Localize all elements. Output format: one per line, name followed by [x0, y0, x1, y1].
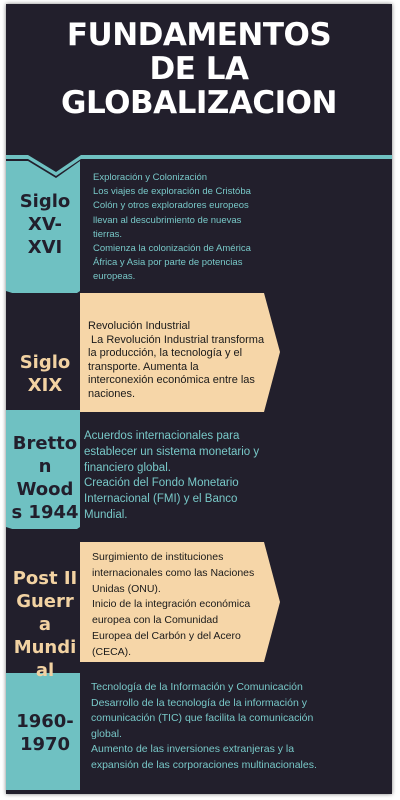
- description-line: europeas.: [93, 271, 136, 283]
- description-line: (CECA).: [92, 645, 132, 658]
- description-line: naciones.: [88, 387, 136, 400]
- description-line: Aumento de las inversiones extranjeras y la: [91, 743, 295, 756]
- title-line: GLOBALIZACION: [61, 85, 337, 121]
- era-label: Siglo XIX: [19, 352, 71, 396]
- description-line: llevan al descubrimiento de nuevas: [93, 214, 242, 226]
- description-line: transporte. Aumenta la: [88, 360, 199, 373]
- era-description: [93, 171, 251, 285]
- title-line: DE LA: [149, 51, 249, 87]
- description-line: la producción, la tecnología y el: [88, 347, 243, 360]
- description-line: global.: [91, 727, 122, 740]
- description-line: establecer un sistema monetario y: [84, 445, 260, 458]
- description-line: Europea del Carbón y del Acero: [92, 629, 241, 642]
- era-description: [92, 550, 254, 661]
- description-line: Inicio de la integración económica: [92, 598, 251, 611]
- description-line: Exploración y Colonización: [93, 172, 208, 183]
- description-line: comunicación (TIC) que facilita la comunicación: [91, 712, 314, 725]
- description-line: Comienza la colonización de América: [93, 243, 251, 255]
- description-line: Unidas (ONU).: [92, 582, 161, 595]
- description-line: Los viajes de exploración de Cristóba: [93, 186, 251, 198]
- description-line: Revolución Industrial: [88, 320, 191, 332]
- description-line: Colón y otros exploradores europeos: [93, 200, 249, 212]
- description-line: Internacional (FMI) y el Banco: [84, 493, 238, 506]
- description-line: tierras.: [93, 228, 123, 240]
- infographic: [6, 4, 392, 794]
- page-title: [6, 18, 392, 120]
- description-line: África y Asia por parte de potencias: [93, 257, 243, 269]
- era-label: 1960- 1970: [16, 711, 74, 755]
- description-line: Creación del Fondo Monetario: [84, 477, 239, 490]
- era-label: Bretto n Wood s 1944: [11, 433, 79, 523]
- description-line: internacionales como las Naciones: [92, 566, 255, 579]
- description-line: Mundial.: [84, 508, 128, 521]
- era-description: [88, 320, 264, 402]
- description-line: La Revolución Industrial transforma: [88, 333, 265, 346]
- era-description: [84, 429, 259, 524]
- era-label: Post II Guerr a Mundi al: [12, 568, 78, 681]
- description-line: Tecnología de la Información y Comunicación: [91, 681, 303, 693]
- description-line: europea con la Comunidad: [92, 614, 219, 627]
- description-line: Acuerdos internacionales para: [84, 430, 240, 442]
- era-description: [91, 680, 317, 774]
- era-label: Siglo XV- XVI: [19, 191, 71, 258]
- description-line: interconexión económica entre las: [88, 374, 255, 387]
- description-line: financiero global.: [84, 461, 171, 474]
- title-line: FUNDAMENTOS: [66, 17, 332, 53]
- description-line: expansión de las corporaciones multinacionales.: [91, 758, 317, 771]
- description-line: Desarrollo de la tecnología de la información y: [91, 696, 307, 709]
- description-line: Surgimiento de instituciones: [92, 551, 224, 563]
